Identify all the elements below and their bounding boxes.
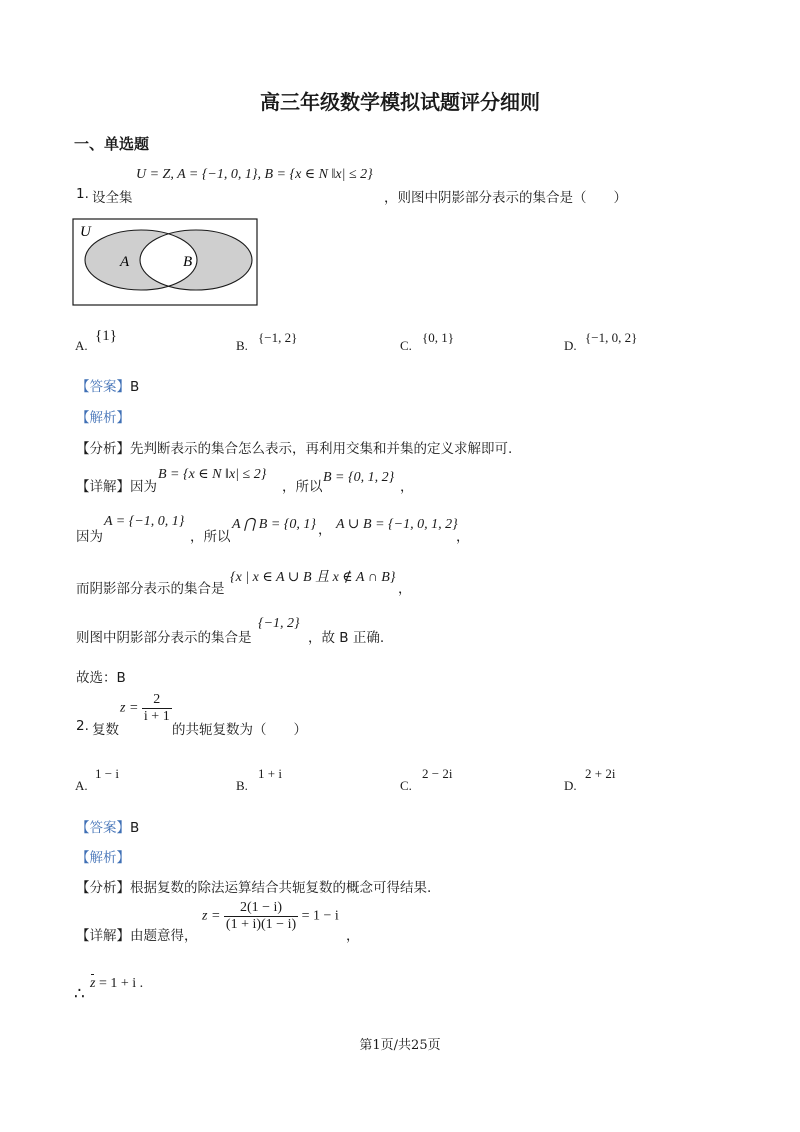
q2-z-lhs: z = — [120, 700, 139, 716]
q1-option-a-value: {1} — [95, 328, 117, 344]
q1-d2-math-1: A = {−1, 0, 1} — [104, 514, 185, 529]
q1-answer-tag: 【答案】 — [76, 379, 130, 395]
q2-conjugate-end: . — [139, 976, 144, 991]
q1-d3-text-a: 而阴影部分表示的集合是 — [76, 581, 225, 597]
q1-answer: B — [130, 379, 140, 395]
q1-set-definition: U = Z, A = {−1, 0, 1}, B = {x ∈ N ‖x| ≤ 2} — [136, 167, 373, 182]
q2-option-b-value: 1 + i — [258, 766, 282, 781]
venn-label-u: U — [80, 224, 91, 240]
venn-diagram — [72, 218, 258, 306]
section-heading: 一、单选题 — [74, 135, 150, 153]
q2-answer-tag: 【答案】 — [76, 820, 130, 836]
q2-fenxi-tag: 【分析】 — [76, 880, 130, 896]
q1-fenxi: 先判断表示的集合怎么表示，再利用交集和并集的定义求解即可. — [130, 441, 513, 457]
q1-d4-text-a: 则图中阴影部分表示的集合是 — [76, 630, 252, 646]
q2-d1-text-a: 由题意得， — [130, 928, 198, 944]
q2-d1-numerator: 2(1 − i) — [224, 900, 298, 917]
q2-conjugate-rhs: = 1 + i — [98, 976, 137, 991]
q1-d2-text-d: ， — [456, 529, 470, 545]
q2-answer: B — [130, 820, 140, 836]
venn-label-a: A — [120, 254, 130, 270]
q2-conjugate-z: z — [90, 976, 96, 991]
q1-fenxi-tag: 【分析】 — [76, 441, 130, 457]
q2-d1-end: ， — [346, 928, 360, 944]
q1-d2-math-2: A ⋂ B = {0, 1} — [232, 517, 316, 532]
q2-d1-fraction — [224, 900, 298, 933]
q1-option-a-label: A. — [75, 338, 88, 353]
q1-d2-math-3: A ∪ B = {−1, 0, 1, 2} — [336, 517, 458, 532]
q2-fraction-numerator: 2 — [142, 692, 172, 709]
q1-number: 1. — [76, 186, 89, 202]
q2-option-a-value: 1 − i — [95, 766, 119, 781]
q1-d4-math: {−1, 2} — [258, 616, 300, 631]
venn-svg — [72, 218, 258, 306]
q2-fenxi: 根据复数的除法运算结合共轭复数的概念可得结果. — [130, 880, 432, 896]
q2-option-c-label: C. — [400, 778, 412, 793]
q1-d2-text-a: 因为 — [76, 529, 103, 545]
q2-option-d-label: D. — [564, 778, 577, 793]
q1-d1-text-a: 因为 — [130, 479, 157, 495]
q2-d1-denominator: (1 + i)(1 − i) — [225, 917, 297, 932]
venn-label-b: B — [183, 254, 193, 270]
q1-d4-text-b: ，故 B 正确. — [308, 630, 385, 646]
page-footer: 第1页/共25页 — [359, 1038, 441, 1053]
q2-option-d-value: 2 + 2i — [585, 766, 616, 781]
q2-d1-lhs: z = — [202, 908, 221, 924]
q2-analysis-tag: 【解析】 — [76, 850, 130, 866]
q1-option-b-value: {−1, 2} — [258, 330, 298, 345]
q2-question-tail: 的共轭复数为（ ） — [172, 722, 307, 738]
q2-d1-rhs: = 1 − i — [301, 908, 339, 924]
q1-option-b-label: B. — [236, 338, 248, 353]
q2-option-c-value: 2 − 2i — [422, 766, 453, 781]
q2-number: 2. — [76, 718, 89, 734]
q1-option-d-label: D. — [564, 338, 577, 353]
q1-d3-math: {x | x ∈ A ∪ B 且 x ∉ A ∩ B} — [230, 570, 396, 585]
q1-d3-text-b: ， — [398, 581, 412, 597]
q2-fraction-denominator: i + 1 — [143, 709, 170, 724]
q1-option-d-value: {−1, 0, 2} — [585, 330, 638, 345]
page-title: 高三年级数学模拟试题评分细则 — [260, 90, 540, 114]
q1-question-tail: ，则图中阴影部分表示的集合是（ ） — [384, 190, 627, 206]
q2-option-a-label: A. — [75, 778, 88, 793]
q2-detail-tag: 【详解】 — [76, 928, 130, 944]
q1-d2-text-c: ， — [318, 522, 332, 538]
q1-conclusion: 故选：B — [76, 670, 126, 686]
q1-d1-math-1: B = {x ∈ N ‖x| ≤ 2} — [158, 467, 267, 482]
q1-d1-math-2: B = {0, 1, 2} — [323, 470, 395, 485]
q1-option-c-label: C. — [400, 338, 412, 353]
q1-option-c-value: {0, 1} — [422, 330, 454, 345]
therefore-symbol: ∴ — [74, 984, 85, 1004]
q1-detail-tag: 【详解】 — [76, 479, 130, 495]
q2-fraction — [142, 692, 172, 725]
q1-lead: 设全集 — [92, 190, 133, 206]
q1-d2-text-b: ，所以 — [190, 529, 231, 545]
q1-analysis-tag: 【解析】 — [76, 410, 130, 426]
q1-d1-text-b: ，所以 — [282, 479, 323, 495]
q1-d1-text-c: ， — [400, 479, 414, 495]
q2-lead: 复数 — [92, 722, 119, 738]
q2-option-b-label: B. — [236, 778, 248, 793]
